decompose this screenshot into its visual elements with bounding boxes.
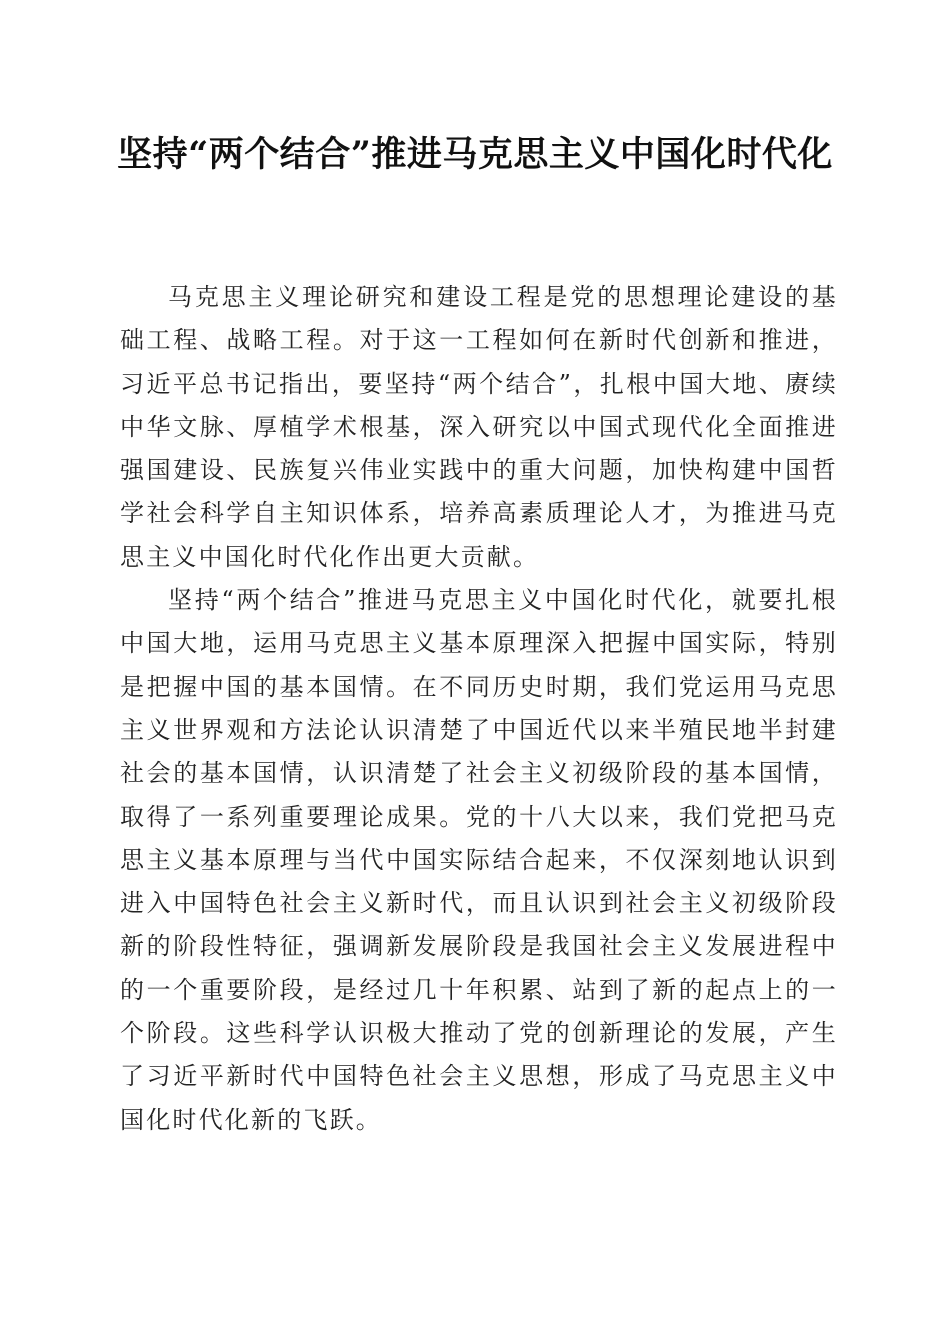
paragraph-2: 坚持“两个结合”推进马克思主义中国化时代化，就要扎根中国大地，运用马克思主义基本原理深入把握中国实际，特别是把握中国的基本国情。在不同历史时期，我们党运用马克思主义世界观和方法论认识清楚了中国近代以来半殖民地半封建社会的基本国情，认识清楚了社会主义初级阶段的基本国情，取得了一系列重要理论成果。党的十八大以来，我们党把马克思主义基本原理与当代中国实际结合起来，不仅深刻地认识到进入中国特色社会主义新时代，而且认识到社会主义初级阶段新的阶段性特征，强调新发展阶段是我国社会主义发展进程中的一个重要阶段，是经过几十年积累、站到了新的起点上的一个阶段。这些科学认识极大推动了党的创新理论的发展，产生了习近平新时代中国特色社会主义思想，形成了马克思主义中国化时代化新的飞跃。	[120, 586, 838, 1134]
paragraph-1: 马克思主义理论研究和建设工程是党的思想理论建设的基础工程、战略工程。对于这一工程如何在新时代创新和推进，习近平总书记指出，要坚持“两个结合”，扎根中国大地、赓续中华文脉、厚植学术根基，深入研究以中国式现代化全面推进强国建设、民族复兴伟业实践中的重大问题，加快构建中国哲学社会科学自主知识体系，培养高素质理论人才，为推进马克思主义中国化时代化作出更大贡献。	[120, 283, 838, 571]
document-title: 坚持“两个结合”推进马克思主义中国化时代化	[117, 134, 833, 175]
document-body	[120, 276, 838, 1142]
